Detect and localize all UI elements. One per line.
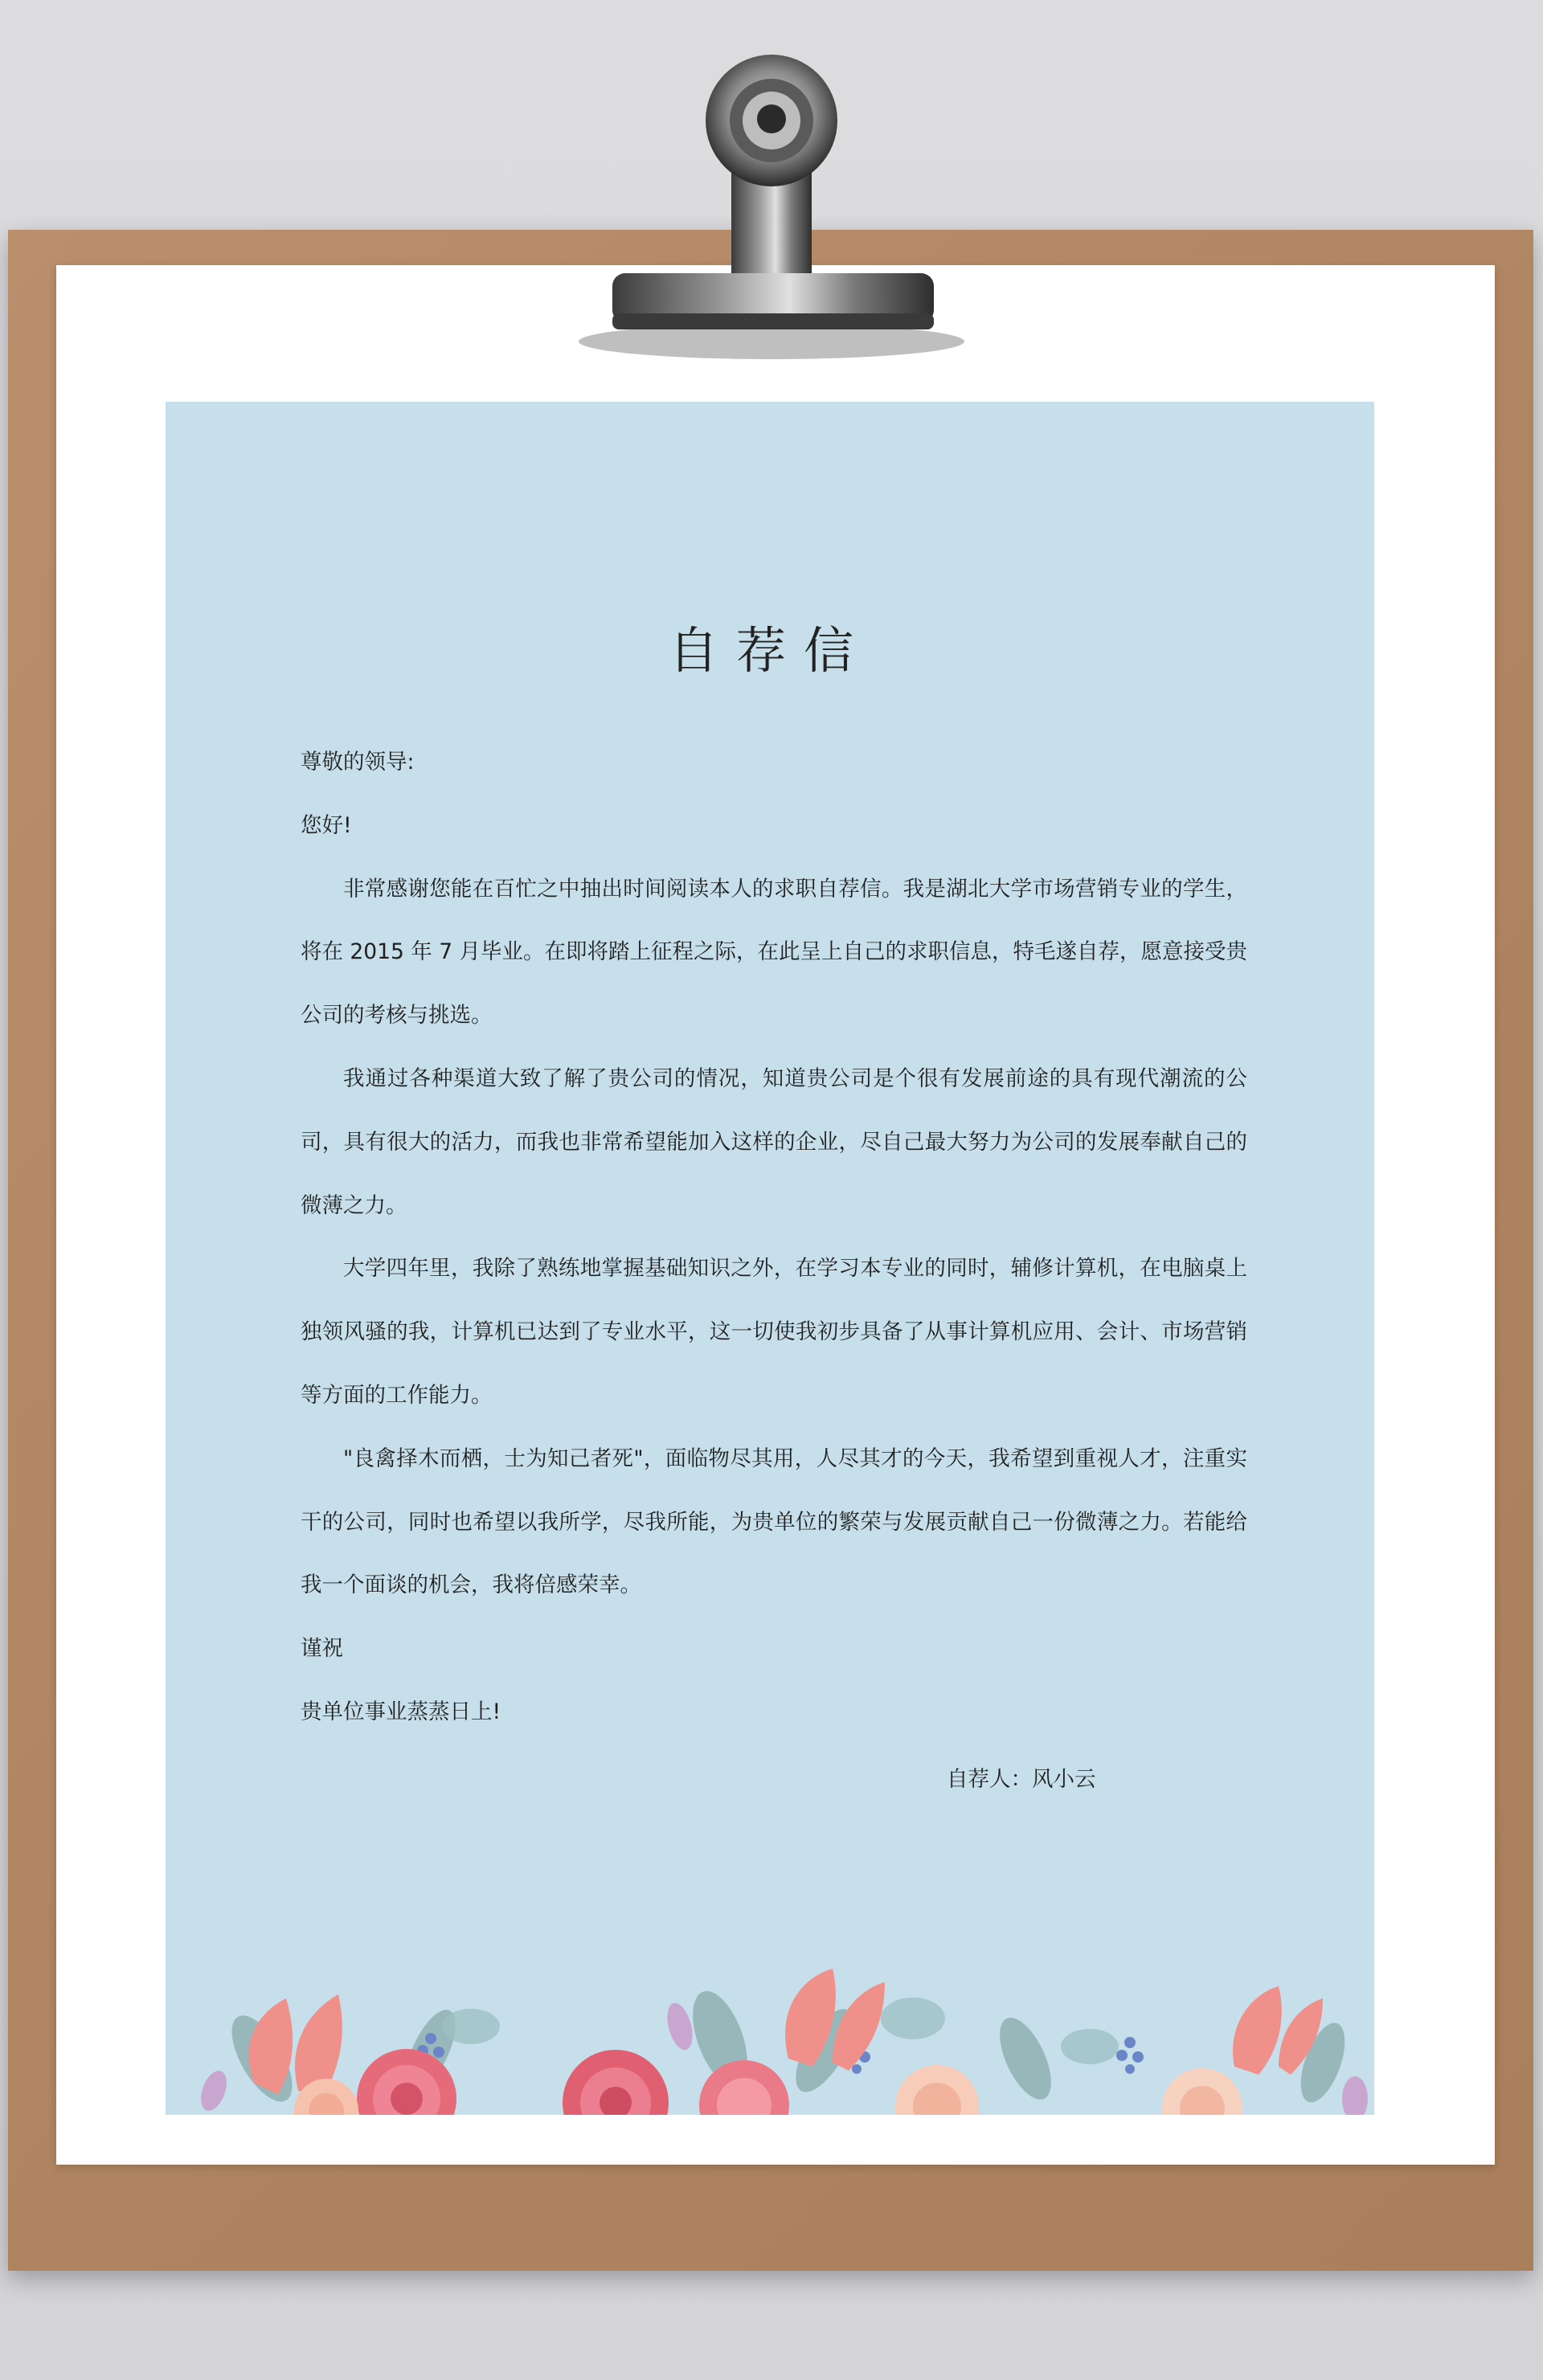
salutation: 尊敬的领导: — [301, 750, 415, 775]
floral-border-illustration — [166, 1962, 1374, 2115]
paragraph-4: "良禽择木而栖，士为知己者死"，面临物尽其用，人尽其才的今天，我希望到重视人才，注重实干的公司，同时也希望以我所学，尽我所能，为贵单位的繁荣与发展贡献自己一份微薄之力。若能给我一个面谈的机会，我将倍感荣幸。 — [301, 1446, 1247, 1598]
closing-line-1: 谨祝 — [301, 1636, 343, 1662]
letter-card — [166, 402, 1374, 2115]
letter-body — [301, 731, 1247, 1744]
closing-line-2: 贵单位事业蒸蒸日上! — [301, 1699, 501, 1724]
paragraph-3: 大学四年里，我除了熟练地掌握基础知识之外，在学习本专业的同时，辅修计算机，在电脑桌上独领风骚的我，计算机已达到了专业水平，这一切使我初步具备了从事计算机应用、会计、市场营销等方面的工作能力。 — [301, 1256, 1247, 1408]
letter-title: 自荐信 — [668, 621, 871, 680]
paragraph-2: 我通过各种渠道大致了解了贵公司的情况，知道贵公司是个很有发展前途的具有现代潮流的公司，具有很大的活力，而我也非常希望能加入这样的企业，尽自己最大努力为公司的发展奉献自己的微薄之力。 — [301, 1065, 1247, 1218]
greeting: 您好! — [301, 812, 352, 838]
paragraph-1: 非常感谢您能在百忙之中抽出时间阅读本人的求职自荐信。我是湖北大学市场营销专业的学生，将在 2015 年 7 月毕业。在即将踏上征程之际，在此呈上自己的求职信息，特毛遂自荐，愿意接受贵公司的考核与挑选。 — [301, 876, 1247, 1028]
signature: 自荐人：风小云 — [947, 1767, 1096, 1792]
binder-clip-illustration — [563, 32, 980, 370]
